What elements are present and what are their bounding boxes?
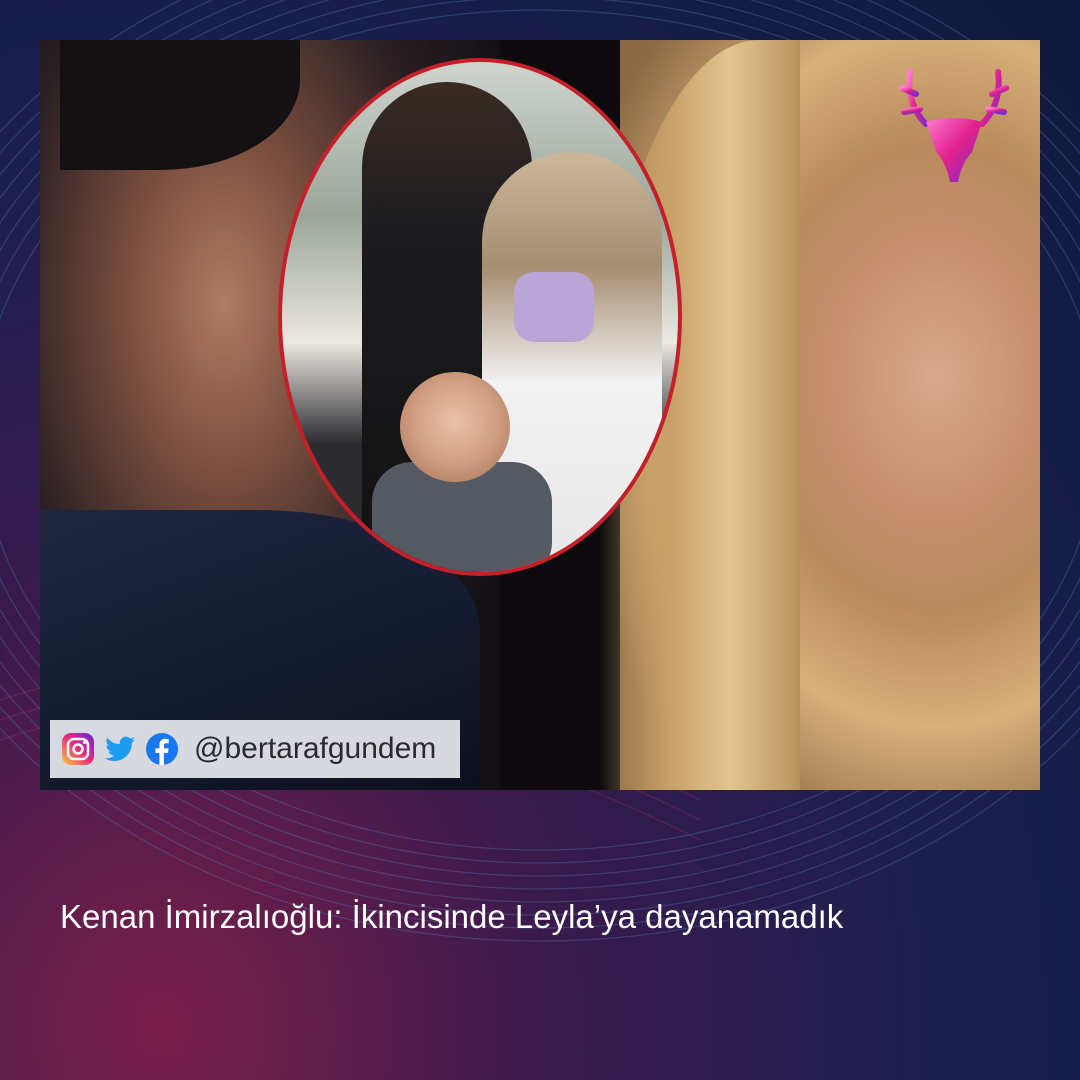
social-handle-bar (50, 720, 460, 778)
inset-baby-face (400, 372, 510, 482)
man-hair-shape (60, 40, 300, 170)
family-inset-photo (278, 58, 682, 576)
instagram-icon[interactable] (60, 731, 96, 767)
social-handle-text[interactable]: @bertarafgundem (194, 732, 437, 765)
twitter-icon[interactable] (102, 731, 138, 767)
facebook-icon[interactable] (144, 731, 180, 767)
inset-face-mask (514, 272, 594, 342)
news-headline: Kenan İmirzalıoğlu: İkincisinde Leyla’ya dayanamadık (60, 898, 844, 935)
news-photo-collage (40, 40, 1040, 790)
deer-antler-logo-icon (896, 64, 1012, 190)
